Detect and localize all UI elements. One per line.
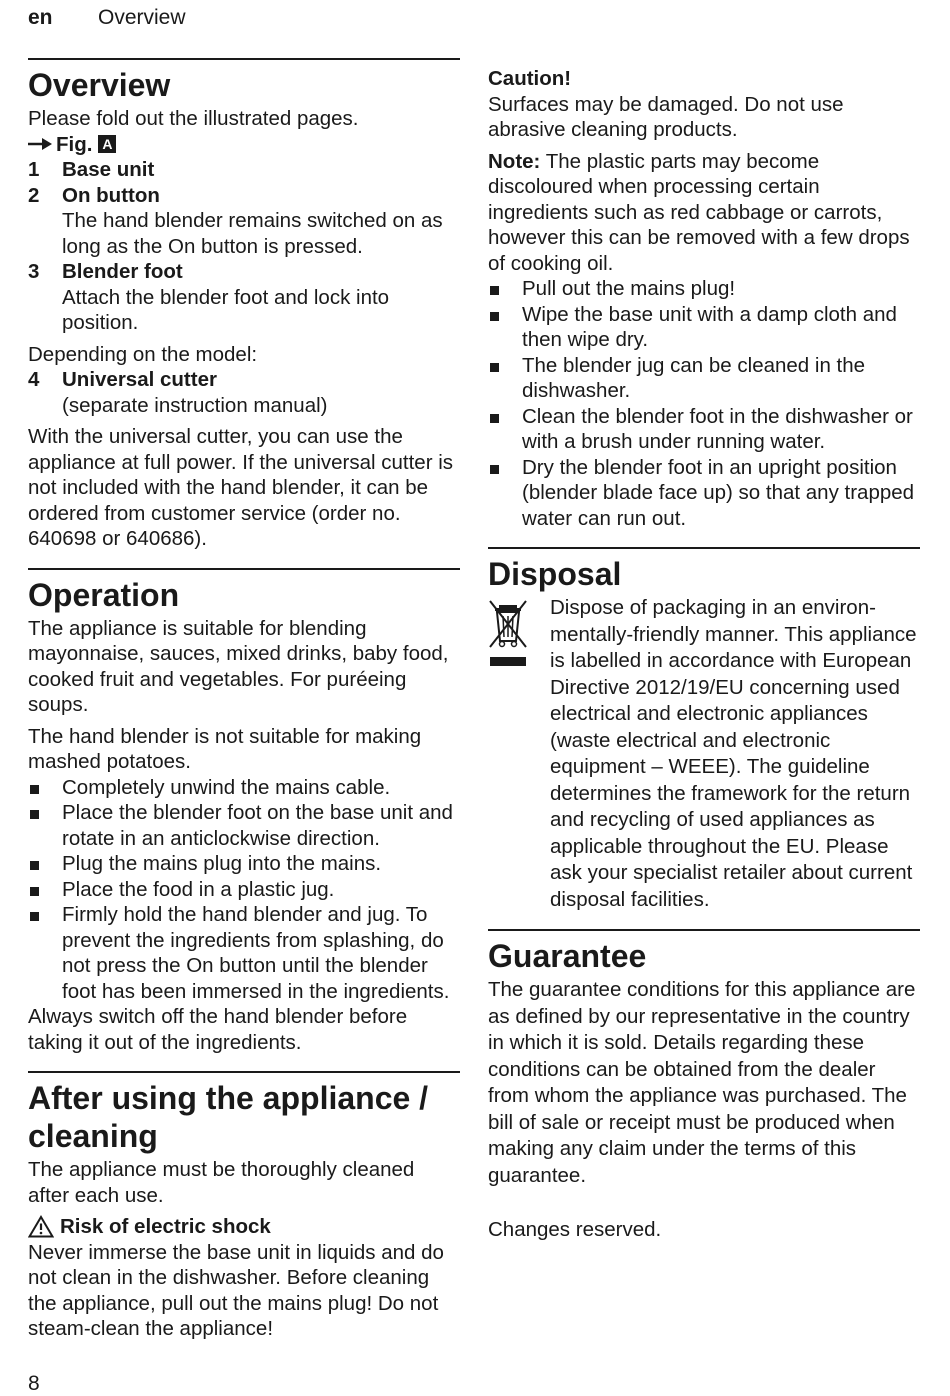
- page-header: [28, 6, 186, 30]
- section-divider: [28, 568, 460, 570]
- caution-title: Caution!: [488, 67, 572, 90]
- warning-text: Never immerse the base unit in liquids and do not clean in the dishwasher. Before cleaning the appliance, pull out the mains plug! Do not steam-clean the appliance!: [28, 1240, 444, 1340]
- guarantee-title: Guarantee: [488, 938, 647, 974]
- figure-letter-badge: A: [98, 135, 116, 153]
- warning-triangle-icon: [28, 1215, 54, 1238]
- guarantee-text: The guarantee conditions for this appliance are as defined by our representative in the country in which it is sold. Details regarding these conditions can be obtained from the dealer from whom the appliance was purchased. The bill of sale or receipt must be produced when making any claim under the terms of this guarantee.: [488, 978, 916, 1187]
- warning-title: Risk of electric shock: [60, 1215, 271, 1238]
- header-section: Overview: [98, 6, 186, 29]
- disposal-title: Disposal: [488, 556, 622, 592]
- operation-paragraph: The appliance is suitable for blending mayonnaise, sauces, mixed drinks, baby food, cooked fruit and vegetables. For puréeing soups.: [28, 616, 449, 716]
- list-item: 2 On button The hand blender remains switched on as long as the On button is pressed.: [28, 183, 443, 258]
- model-parts-list: [28, 367, 460, 418]
- arrow-right-icon: [28, 137, 56, 151]
- note-text: The plastic parts may become discoloured when processing certain ingredients such as red cabbage or carrots, however this can be removed with a few drops of cooking oil.: [488, 149, 910, 275]
- overview-title: Overview: [28, 67, 171, 103]
- right-column: [488, 66, 920, 1249]
- note-paragraph: [488, 149, 920, 277]
- cleaning-paragraph: The appliance must be thoroughly cleaned after each use.: [28, 1158, 415, 1207]
- model-note: Depending on the model:: [28, 342, 258, 366]
- parts-list: [28, 157, 460, 336]
- list-item: Pull out the mains plug!: [488, 276, 920, 302]
- figure-label: Fig.: [56, 132, 93, 156]
- changes-reserved: Changes reserved.: [488, 1218, 662, 1241]
- list-item: Dry the blender foot in an upright position (blender blade face up) so that any trapped water can run out.: [488, 455, 920, 532]
- list-item: 1 Base unit: [28, 158, 155, 181]
- operation-steps: [28, 775, 460, 1005]
- section-divider: [488, 547, 920, 549]
- section-divider: [488, 929, 920, 931]
- left-column: [28, 58, 460, 1348]
- crossed-out-wheelie-bin-icon: [488, 595, 550, 929]
- operation-title: Operation: [28, 576, 180, 613]
- caution-text: Surfaces may be damaged. Do not use abrasive cleaning products.: [488, 92, 844, 141]
- section-divider: [28, 1071, 460, 1073]
- operation-paragraph: Always switch off the hand blender before taking it out of the ingredients.: [28, 1005, 408, 1054]
- list-item: 3 Blender foot Attach the blender foot and lock into position.: [28, 260, 390, 334]
- page-number: 8: [28, 1372, 40, 1395]
- list-item: Wipe the base unit with a damp cloth and then wipe dry.: [488, 302, 920, 353]
- list-item: Place the food in a plastic jug.: [28, 877, 460, 903]
- list-item: Firmly hold the hand blender and jug. To prevent the ingredients from splashing, do not press the On button until the blender foot has been immersed in the ingredients.: [28, 902, 460, 1004]
- list-item: The blender jug can be cleaned in the dishwasher.: [488, 353, 920, 404]
- list-item: 4 Universal cutter (separate instruction manual): [28, 368, 328, 417]
- language-code: en: [28, 6, 53, 29]
- section-divider: [28, 58, 460, 60]
- cleaning-steps: [488, 276, 920, 531]
- list-item: Plug the mains plug into the mains.: [28, 851, 460, 877]
- list-item: Clean the blender foot in the dishwasher or with a brush under running water.: [488, 404, 920, 455]
- list-item: Place the blender foot on the base unit and rotate in an anticlockwise direction.: [28, 800, 460, 851]
- list-item: Completely unwind the mains cable.: [28, 775, 460, 801]
- figure-reference: [28, 132, 460, 158]
- warning-heading: [28, 1214, 460, 1240]
- disposal-text: Dispose of packaging in an environmentally-friendly manner. This appliance is labelled in accordance with European Directive 2012/19/EU concerning used electrical and electronic appliances (waste electrical and electronic equipment – WEEE). The guideline determines the framework for the return and recycling of used appliances as applicable throughout the EU. Please ask your specialist retailer about current disposal facilities.: [550, 596, 917, 911]
- note-label: Note:: [488, 149, 541, 173]
- disposal-block: [488, 595, 920, 929]
- overview-intro: Please fold out the illustrated pages.: [28, 107, 359, 130]
- cutter-text: With the universal cutter, you can use the appliance at full power. If the universal cutter is not included with the hand blender, it can be ordered from customer service (order no. 640698 or 640686).: [28, 425, 454, 550]
- cleaning-title: After using the appliance / cleaning: [28, 1080, 429, 1154]
- operation-paragraph: The hand blender is not suitable for making mashed potatoes.: [28, 724, 422, 773]
